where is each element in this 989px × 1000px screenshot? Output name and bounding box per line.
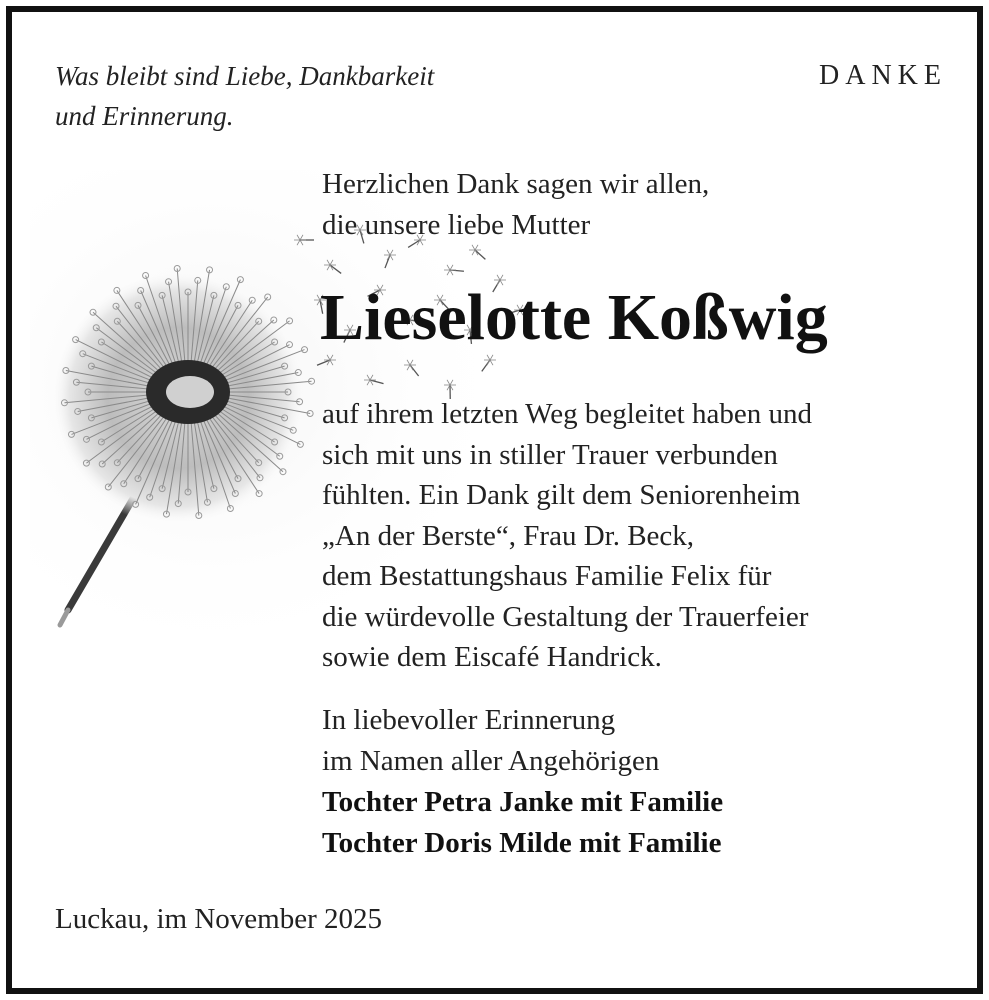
- motto-line: und Erinnerung.: [55, 101, 234, 131]
- motto-quote: [55, 56, 434, 136]
- signer-name: Tochter Petra Janke mit Familie: [322, 786, 724, 818]
- place-and-date: Luckau, im November 2025: [55, 903, 382, 935]
- intro-line: Herzlichen Dank sagen wir allen,: [322, 168, 710, 200]
- body-line: „An der Berste“, Frau Dr. Beck,: [322, 519, 695, 552]
- body-line: fühlten. Ein Dank gilt dem Seniorenheim: [322, 479, 801, 511]
- closing-line: In liebevoller Erinnerung: [322, 704, 616, 736]
- deceased-name: Lieselotte Koßwig: [320, 281, 828, 354]
- thanks-body: [322, 394, 812, 678]
- body-line: sowie dem Eiscafé Handrick.: [322, 641, 662, 673]
- closing-line: im Namen aller Angehörigen: [322, 745, 660, 777]
- body-line: auf ihrem letzten Weg begleitet haben und: [322, 398, 812, 430]
- body-line: dem Bestattungshaus Familie Felix für: [322, 560, 772, 592]
- body-line: die würdevolle Gestaltung der Trauerfeier: [322, 600, 809, 633]
- signer-name: Tochter Doris Milde mit Familie: [322, 827, 722, 859]
- closing-block: [322, 700, 723, 864]
- body-line: sich mit uns in stiller Trauer verbunden: [322, 438, 778, 471]
- heading-danke: DANKE: [819, 60, 947, 91]
- intro-text: [322, 164, 709, 246]
- motto-line: Was bleibt sind Liebe, Dankbarkeit: [55, 61, 435, 91]
- seedhead-center-highlight: [166, 376, 214, 408]
- intro-line: die unsere liebe Mutter: [322, 209, 591, 241]
